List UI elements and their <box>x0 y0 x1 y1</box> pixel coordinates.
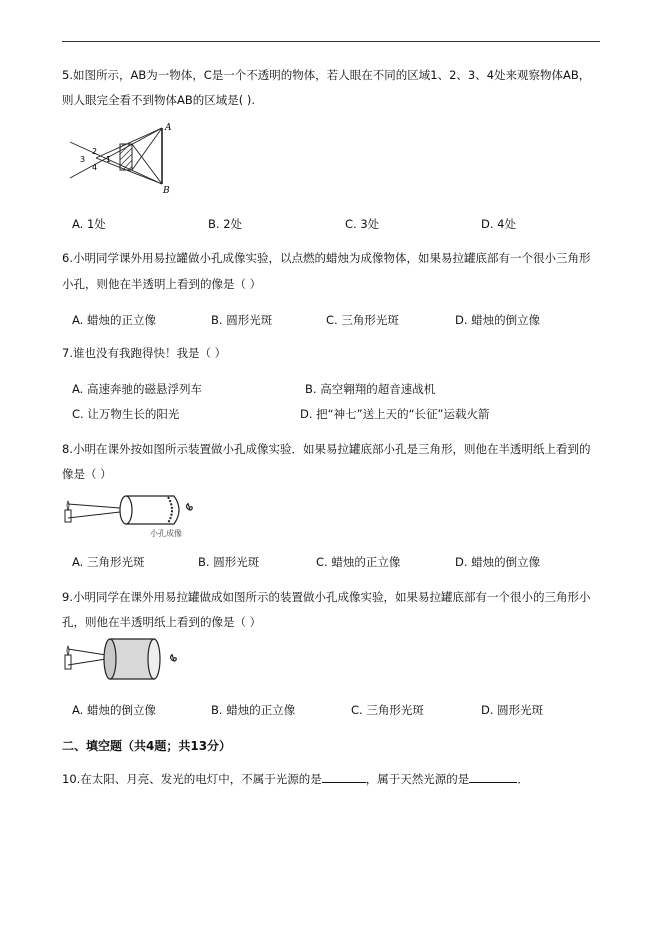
label-region-4: 4 <box>92 163 98 172</box>
question-8-line-1: 8.小明在课外按如图所示装置做小孔成像实验．如果易拉罐底部小孔是三角形，则他在半透明纸上看到的 <box>62 442 591 456</box>
label-region-3: 3 <box>80 155 86 164</box>
answer-blank-2[interactable] <box>469 770 517 783</box>
label-b: B <box>163 186 170 196</box>
question-10-part-2: ，属于天然光源的是 <box>365 772 470 786</box>
question-9-line-2: 孔，则他在半透明纸上看到的像是（ ） <box>62 615 262 629</box>
q9-option-c: C. 三角形光斑 <box>351 703 424 717</box>
question-8-figure <box>62 492 222 540</box>
question-6-line-2: 小孔，则他在半透明上看到的像是（ ） <box>62 277 262 291</box>
q8-option-c: C. 蜡烛的正立像 <box>316 555 401 569</box>
q8-option-a: A. 三角形光斑 <box>72 555 145 569</box>
q5-option-c: C. 3处 <box>345 217 380 231</box>
q7-option-b: B. 高空翱翔的超音速战机 <box>305 382 436 396</box>
q6-option-d: D. 蜡烛的倒立像 <box>455 313 541 327</box>
question-10 <box>62 768 602 790</box>
q7-option-c: C. 让万物生长的阳光 <box>72 407 180 421</box>
label-region-2: 2 <box>92 147 98 156</box>
question-9-line-1: 9.小明同学在课外用易拉罐做成如图所示的装置做小孔成像实验，如果易拉罐底部有一个很小的三角形小 <box>62 590 591 604</box>
question-9-figure <box>62 635 192 685</box>
q9-option-a: A. 蜡烛的倒立像 <box>72 703 156 717</box>
q6-option-c: C. 三角形光斑 <box>326 313 399 327</box>
q6-option-b: B. 圆形光斑 <box>211 313 273 327</box>
q5-option-b: B. 2处 <box>208 217 243 231</box>
question-8-line-2: 像是（ ） <box>62 467 112 481</box>
q8-option-d: D. 蜡烛的倒立像 <box>455 555 541 569</box>
q9-option-b: B. 蜡烛的正立像 <box>211 703 296 717</box>
q7-option-a: A. 高速奔驰的磁悬浮列车 <box>72 382 202 396</box>
question-5-figure <box>66 118 176 196</box>
q5-option-a: A. 1处 <box>72 217 106 231</box>
q7-option-d: D. 把“神七”送上天的“长征”运载火箭 <box>300 407 490 421</box>
q9-option-d: D. 圆形光斑 <box>481 703 544 717</box>
question-5-line-2: 则人眼完全看不到物体AB的区域是( ). <box>62 93 256 107</box>
question-10-part-3: ． <box>517 772 529 786</box>
figure-caption: 小孔成像 <box>150 529 182 538</box>
label-a: A <box>165 123 172 133</box>
question-7-line-1: 7.谁也没有我跑得快！我是（ ） <box>62 346 227 360</box>
q5-option-d: D. 4处 <box>481 217 516 231</box>
question-5-line-1: 5.如图所示，AB为一物体，C是一个不透明的物体，若人眼在不同的区域1、2、3、4处来观察物体AB， <box>62 68 591 82</box>
answer-blank-1[interactable] <box>322 770 366 783</box>
question-10-part-1: 10.在太阳、月亮、发光的电灯中，不属于光源的是 <box>62 772 322 786</box>
section-title: 二、填空题（共4题；共13分） <box>62 739 232 753</box>
question-6-line-1: 6.小明同学课外用易拉罐做小孔成像实验，以点燃的蜡烛为成像物体，如果易拉罐底部有一个很小三角形 <box>62 251 591 265</box>
header-rule <box>62 41 600 42</box>
q8-option-b: B. 圆形光斑 <box>198 555 260 569</box>
q6-option-a: A. 蜡烛的正立像 <box>72 313 156 327</box>
label-region-1: 1 <box>106 155 112 164</box>
